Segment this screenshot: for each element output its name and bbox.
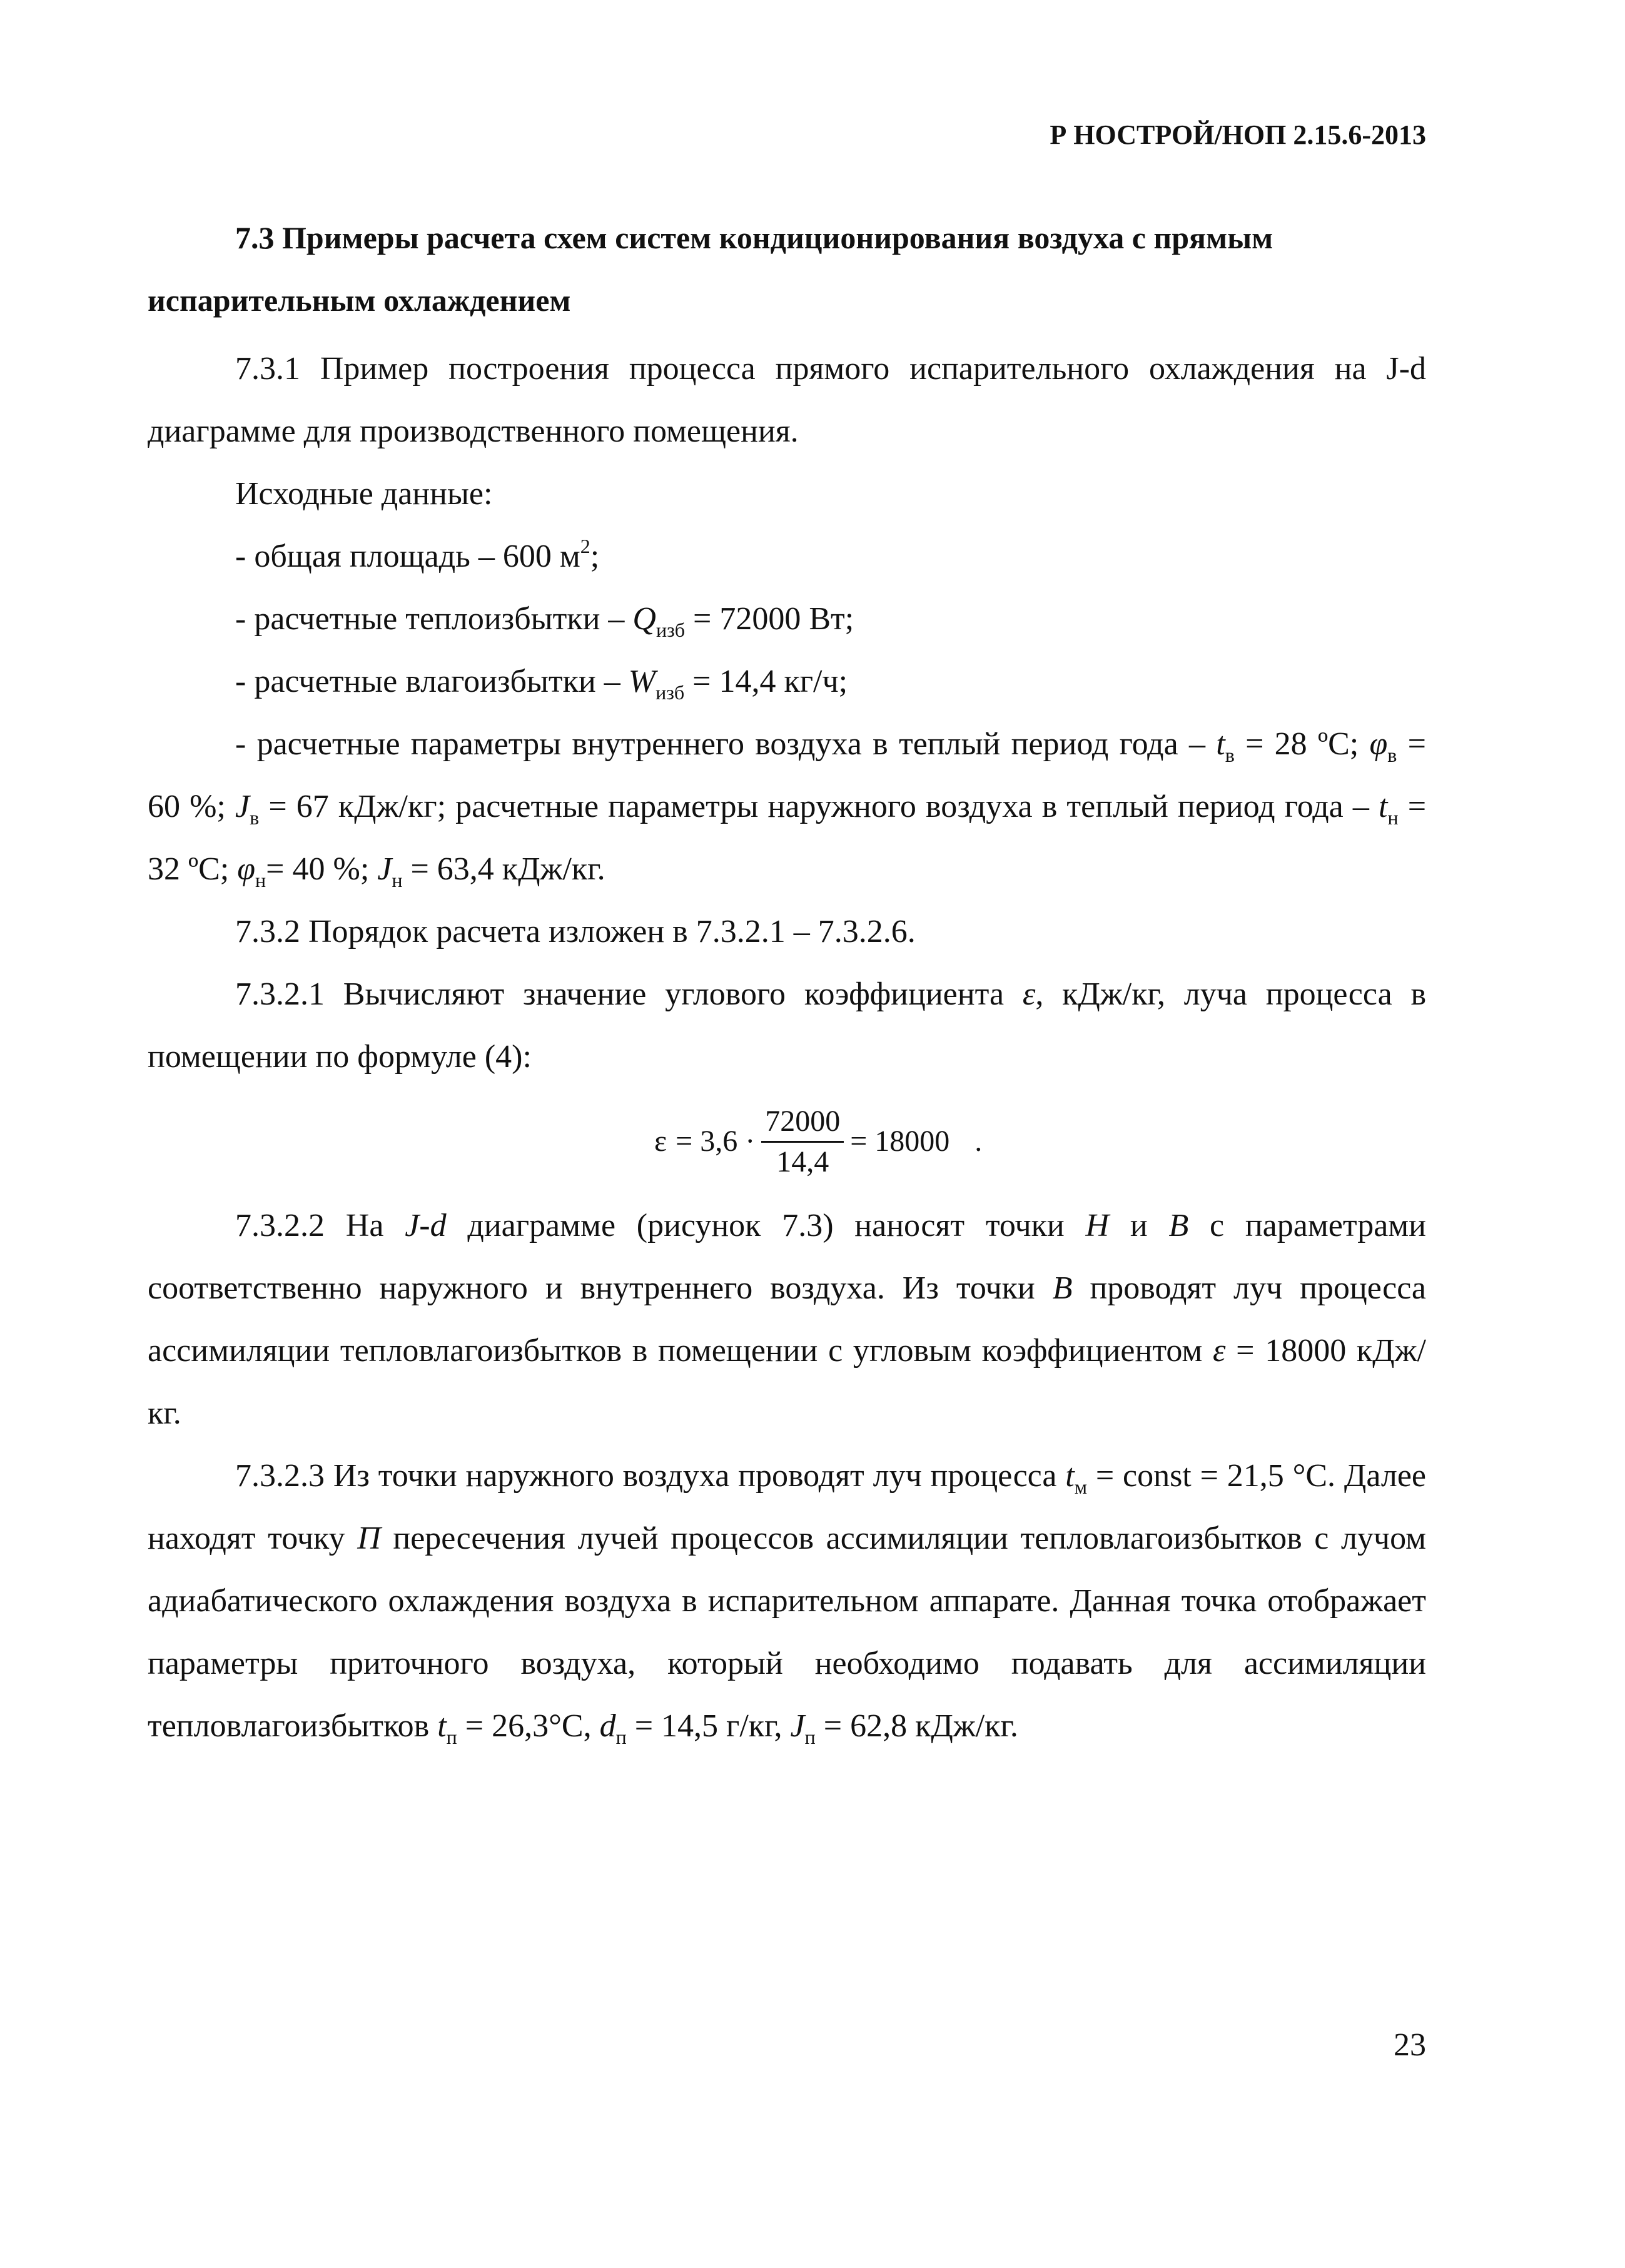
page-number: 23: [1394, 2027, 1426, 2063]
item-area: - общая площадь – 600 $м^2$;: [235, 535, 600, 574]
paragraph-7-3-2-1: 7.3.2.1 Вычисляют значение углового коэффициента ε, кДж/кг, луча процесса в помещении по формуле (4):: [148, 976, 1426, 1075]
body-text: [148, 338, 1426, 1758]
formula-numerator: 72000: [761, 1102, 844, 1143]
item-moisture-surplus: - расчетные влагоизбытки – $W_{изб} = 14,4$ кг/ч;: [235, 664, 848, 704]
section-title: 7.3 Примеры расчета схем систем кондиционирования воздуха с прямым испарительным охлаждением: [148, 220, 1273, 318]
formula-end: .: [974, 1125, 983, 1158]
document-header: Р НОСТРОЙ/НОП 2.15.6-2013: [1050, 119, 1426, 150]
formula-lhs: ε: [654, 1125, 667, 1158]
formula-4: [148, 1088, 1426, 1195]
formula-eq2: = 18000: [850, 1125, 950, 1158]
paragraph-7-3-2-3: 7.3.2.3 Из точки наружного воздуха проводят луч процесса $t_м$ = const = 21,5 °С. Далее находят точку П пересечения лучей процессов ассимиляции тепловлагоизбытков с лучом адиабатического охлаждения воздуха в испарительном аппарате. Данная точка отображает параметры приточного воздуха, который необходимо подавать для ассимиляции тепловлагоизбытков $t_п = 26,3^\circ С$, $d_п = 14,5$ г/кг, $J_п = 62,8$ кДж/кг.: [148, 1458, 1426, 1748]
formula-fraction: [761, 1102, 844, 1182]
paragraph-initial-data: Исходные данные:: [235, 476, 493, 512]
item-air-parameters: - расчетные параметры внутреннего воздуха в теплый период года – $t_в = 28$ ºС; $\varphi_в = 60$ %; $J_в = 67$ кДж/кг; расчетные параметры наружного воздуха в теплый период года – $t_н = 32$ ºС; $\varphi_н= 40$ %; $J_н = 63,4$ кДж/кг.: [148, 726, 1427, 891]
paragraph-7-3-1: 7.3.1 Пример построения процесса прямого испарительного охлаждения на J-d диаграмме для производственного помещения.: [148, 351, 1426, 449]
paragraph-7-3-2-2: 7.3.2.2 На J-d диаграмме (рисунок 7.3) наносят точки Н и В с параметрами соответственно наружного и внутреннего воздуха. Из точки В проводят луч процесса ассимиляции тепловлагоизбытков в помещении с угловым коэффициентом ε = 18000 кДж/кг.: [148, 1208, 1427, 1431]
formula-eq1: = 3,6 ·: [676, 1125, 756, 1158]
formula-denominator: 14,4: [776, 1145, 829, 1178]
formula-body: [654, 1095, 982, 1188]
item-heat-surplus: - расчетные теплоизбытки – $Q_{изб} = 72000$ Вт;: [235, 601, 854, 641]
paragraph-7-3-2: 7.3.2 Порядок расчета изложен в 7.3.2.1 – 7.3.2.6.: [235, 914, 916, 949]
